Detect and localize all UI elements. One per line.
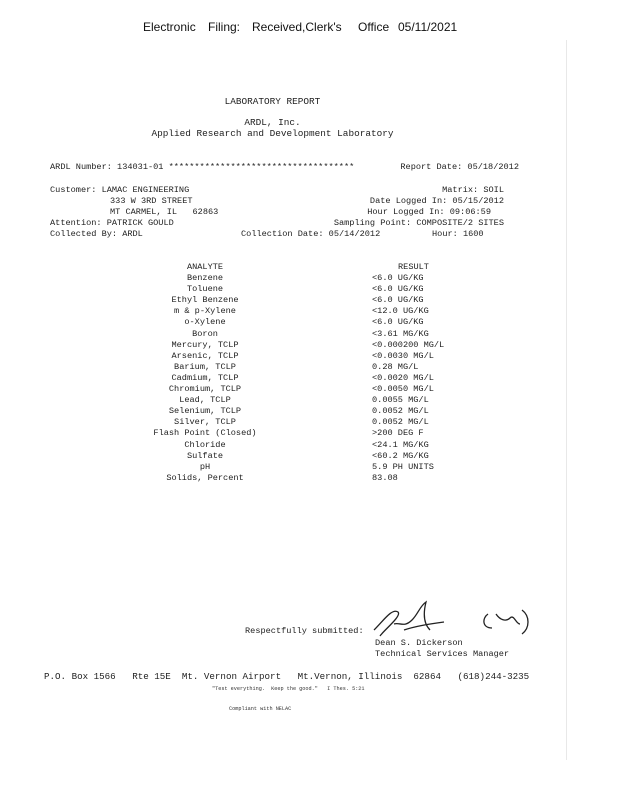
result-cell: 0.0055 MG/L	[372, 395, 429, 406]
report-title: LABORATORY REPORT	[224, 96, 321, 107]
analyte-cell: Mercury, TCLP	[171, 339, 239, 350]
analyte-cell: Selenium, TCLP	[168, 406, 242, 417]
result-cell: <6.0 UG/KG	[372, 317, 424, 328]
attention: Attention: PATRICK GOULD	[50, 218, 174, 228]
result-cell: <0.0050 MG/L	[372, 384, 434, 394]
result-cell: 0.0052 MG/L	[372, 417, 429, 428]
respectfully-submitted: Respectfully submitted:	[245, 626, 364, 636]
analyte-cell: Lead, TCLP	[179, 395, 231, 406]
result-cell: <60.2 MG/KG	[372, 450, 429, 461]
collection-hour: Hour: 1600	[432, 229, 484, 239]
analyte-cell: Solids, Percent	[166, 472, 244, 483]
company-full-name: Applied Research and Development Laboratory	[151, 128, 394, 139]
analyte-cell: Boron	[192, 328, 218, 339]
signer-name: Dean S. Dickerson	[375, 638, 463, 648]
filing-header-electronic: Electronic	[143, 20, 196, 34]
collection-date: Collection Date: 05/14/2012	[241, 229, 381, 239]
analyte-cell: Ethyl Benzene	[171, 295, 239, 306]
analyte-cell: Flash Point (Closed)	[153, 428, 257, 439]
analyte-cell: Chloride	[184, 439, 226, 450]
footer-compliance: Compliant with NELAC	[229, 706, 292, 712]
filing-header-office: Office	[358, 20, 390, 34]
customer-address-1: 333 W 3RD STREET	[110, 196, 193, 206]
signer-title: Technical Services Manager	[375, 649, 510, 659]
result-cell: <0.0030 MG/L	[372, 350, 434, 361]
result-cell: >200 DEG F	[372, 428, 424, 439]
result-cell: 5.9 PH UNITS	[372, 461, 434, 472]
result-cell: <6.0 UG/KG	[372, 273, 424, 283]
matrix: Matrix: SOIL	[442, 185, 504, 195]
analyte-cell: pH	[199, 461, 211, 472]
report-date: Report Date: 05/18/2012	[400, 162, 519, 172]
result-cell: <12.0 UG/KG	[372, 306, 429, 317]
analyte-cell: Toluene	[186, 284, 224, 295]
analyte-cell: Barium, TCLP	[174, 361, 236, 372]
footer-address: P.O. Box 1566 Rte 15E Mt. Vernon Airport Mt.Vernon, Illinois 62864 (618)244-3235	[44, 671, 530, 682]
filing-header-filing: Filing:	[208, 20, 241, 34]
result-cell: <6.0 UG/KG	[372, 284, 424, 295]
analyte-cell: o-Xylene	[184, 317, 226, 328]
sampling-point: Sampling Point: COMPOSITE/2 SITES	[333, 218, 504, 228]
analyte-cell: Arsenic, TCLP	[171, 350, 239, 361]
analyte-cell: Silver, TCLP	[174, 417, 236, 428]
hour-logged: Hour Logged In: 09:06:59	[367, 207, 491, 217]
collected-by: Collected By: ARDL	[50, 229, 143, 239]
filing-header-date: 05/11/2021	[398, 20, 458, 34]
ardl-number: ARDL Number: 134031-01 ************************************	[50, 162, 355, 172]
result-cell: 0.28 MG/L	[372, 361, 419, 372]
filing-header-received: Received,Clerk's	[252, 20, 342, 34]
analyte-cell: Benzene	[186, 273, 224, 283]
result-cell: <3.61 MG/KG	[372, 328, 429, 339]
analyte-cell: Sulfate	[186, 450, 224, 461]
result-cell: 0.0052 MG/L	[372, 406, 429, 417]
result-cell: <0.000200 MG/L	[372, 339, 445, 350]
customer-address-2: MT CARMEL, IL 62863	[110, 207, 219, 217]
analyte-cell: Chromium, TCLP	[168, 384, 242, 394]
customer: Customer: LAMAC ENGINEERING	[50, 185, 190, 195]
footer-motto: "Test everything. Keep the good." I Thes. 5:21	[212, 686, 365, 692]
result-cell: <24.1 MG/KG	[372, 439, 429, 450]
date-logged: Date Logged In: 05/15/2012	[369, 196, 504, 206]
result-cell: <6.0 UG/KG	[372, 295, 424, 306]
result-cell: <0.0020 MG/L	[372, 372, 434, 383]
header-analyte: ANALYTE	[186, 262, 224, 272]
page-edge-line	[566, 40, 567, 760]
company-name: ARDL, Inc.	[244, 117, 301, 128]
header-result: RESULT	[398, 262, 429, 272]
analyte-cell: m & p-Xylene	[174, 306, 236, 317]
analyte-cell: Cadmium, TCLP	[171, 372, 239, 383]
result-cell: 83.08	[372, 472, 398, 483]
